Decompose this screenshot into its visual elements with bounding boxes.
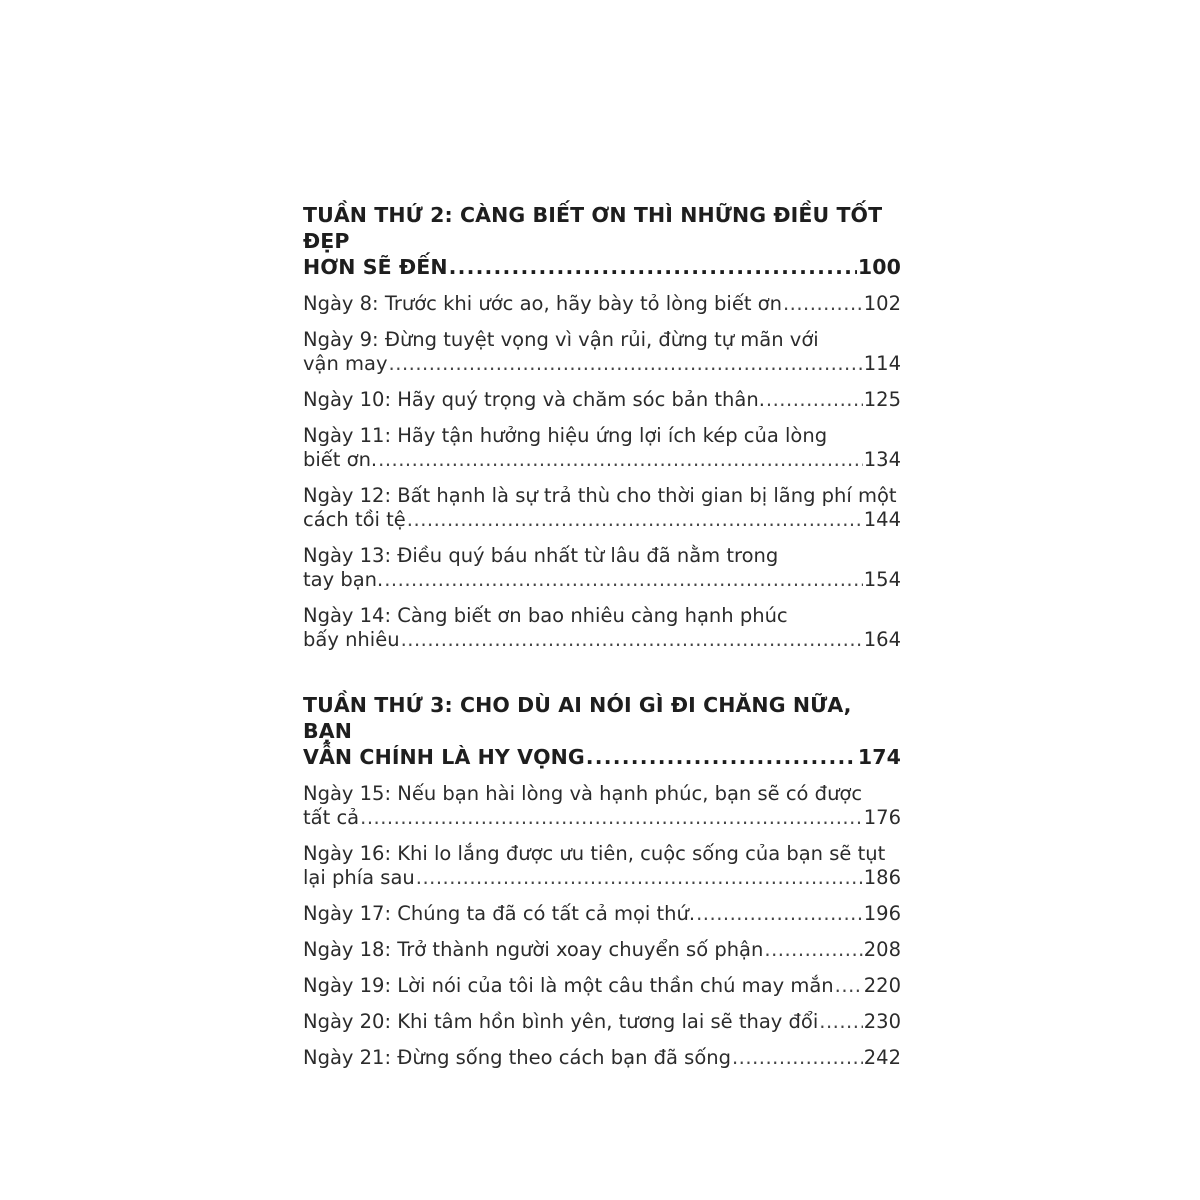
toc-entry — [303, 974, 901, 998]
toc-entry — [303, 604, 901, 652]
toc-entry-page-number: 196 — [863, 902, 901, 925]
toc-entry-page-number: 176 — [863, 806, 901, 829]
toc-entry-page-number: 154 — [863, 568, 901, 591]
toc-entry — [303, 782, 901, 830]
toc-entry-line1: Ngày 12: Bất hạnh là sự trả thù cho thời gian bị lãng phí một — [303, 484, 897, 507]
section-page-number: 100 — [857, 255, 901, 279]
toc-entry-text: Ngày 18: Trở thành người xoay chuyển số phận — [303, 938, 764, 961]
toc-entry-line1: Ngày 11: Hãy tận hưởng hiệu ứng lợi ích kép của lòng — [303, 424, 828, 447]
section-title — [303, 202, 901, 280]
toc-entry-page-number: 208 — [863, 938, 901, 961]
toc-entry-text: cách tồi tệ — [303, 508, 406, 531]
toc-entry — [303, 1010, 901, 1034]
toc-entry-text: tay bạn. — [303, 568, 384, 591]
toc-entry-line1: Ngày 14: Càng biết ơn bao nhiêu càng hạnh phúc — [303, 604, 788, 627]
toc-entry — [303, 902, 901, 926]
toc-entry-text: tất cả — [303, 806, 360, 829]
section-title-line1: TUẦN THỨ 3: CHO DÙ AI NÓI GÌ ĐI CHĂNG NỮA, BẠN — [303, 693, 852, 743]
toc-entry-text: Ngày 19: Lời nói của tôi là một câu thần chú may mắn — [303, 974, 834, 997]
dot-leader — [819, 1010, 863, 1034]
toc-entry-text: bấy nhiêu — [303, 628, 400, 651]
toc-entry-text: Ngày 10: Hãy quý trọng và chăm sóc bản thân. — [303, 388, 765, 411]
toc-entry-page-number: 186 — [863, 866, 901, 889]
toc-entry — [303, 938, 901, 962]
toc-entry — [303, 328, 901, 376]
toc-entry-page-number: 230 — [863, 1010, 901, 1033]
toc-entry — [303, 842, 901, 890]
toc-section-week-2 — [303, 202, 901, 652]
toc-entry-text: Ngày 17: Chúng ta đã có tất cả mọi thứ. — [303, 902, 696, 925]
toc-entry-page-number: 242 — [863, 1046, 901, 1069]
section-title-line2: VẪN CHÍNH LÀ HY VỌNG — [303, 745, 585, 769]
toc-section-week-3 — [303, 692, 901, 1070]
toc-entry — [303, 484, 901, 532]
dot-leader — [449, 254, 857, 280]
dot-leader — [360, 806, 863, 830]
toc-entry-page-number: 125 — [863, 388, 901, 411]
toc-entry — [303, 1046, 901, 1070]
dot-leader — [378, 448, 863, 472]
section-title-line2: HƠN SẼ ĐẾN — [303, 255, 448, 279]
toc-entry-text: Ngày 21: Đừng sống theo cách bạn đã sống — [303, 1046, 731, 1069]
toc-entry-page-number: 102 — [863, 292, 901, 315]
dot-leader — [764, 938, 862, 962]
toc-entry-page-number: 114 — [863, 352, 901, 375]
dot-leader — [766, 388, 863, 412]
toc-entry — [303, 292, 901, 316]
dot-leader — [783, 292, 863, 316]
dot-leader — [389, 352, 863, 376]
section-title-line1: TUẦN THỨ 2: CÀNG BIẾT ƠN THÌ NHỮNG ĐIỀU TỐT ĐẸP — [303, 203, 883, 253]
dot-leader — [384, 568, 863, 592]
toc-entry — [303, 424, 901, 472]
toc-entry-text: Ngày 8: Trước khi ước ao, hãy bày tỏ lòng biết ơn — [303, 292, 782, 315]
table-of-contents — [303, 202, 901, 1110]
toc-entry-page-number: 134 — [863, 448, 901, 471]
toc-entry-page-number: 144 — [863, 508, 901, 531]
toc-entry-text: biết ơn. — [303, 448, 378, 471]
dot-leader — [407, 508, 863, 532]
dot-leader — [401, 628, 863, 652]
toc-entry-line1: Ngày 13: Điều quý báu nhất từ lâu đã nằm trong — [303, 544, 779, 567]
toc-entry-text: vận may — [303, 352, 388, 375]
toc-entry — [303, 544, 901, 592]
toc-entry-line1: Ngày 15: Nếu bạn hài lòng và hạnh phúc, bạn sẽ có được — [303, 782, 863, 805]
toc-entry — [303, 388, 901, 412]
dot-leader — [732, 1046, 863, 1070]
toc-entry-text: Ngày 20: Khi tâm hồn bình yên, tương lai sẽ thay đổi — [303, 1010, 819, 1033]
section-title — [303, 692, 901, 770]
toc-entry-page-number: 164 — [863, 628, 901, 651]
dot-leader — [416, 866, 863, 890]
dot-leader — [835, 974, 863, 998]
section-page-number: 174 — [857, 745, 901, 769]
toc-entry-line1: Ngày 16: Khi lo lắng được ưu tiên, cuộc sống của bạn sẽ tụt — [303, 842, 886, 865]
dot-leader — [696, 902, 863, 926]
toc-entry-page-number: 220 — [863, 974, 901, 997]
toc-entry-line1: Ngày 9: Đừng tuyệt vọng vì vận rủi, đừng tự mãn với — [303, 328, 819, 351]
toc-entry-text: lại phía sau — [303, 866, 415, 889]
dot-leader — [586, 744, 857, 770]
